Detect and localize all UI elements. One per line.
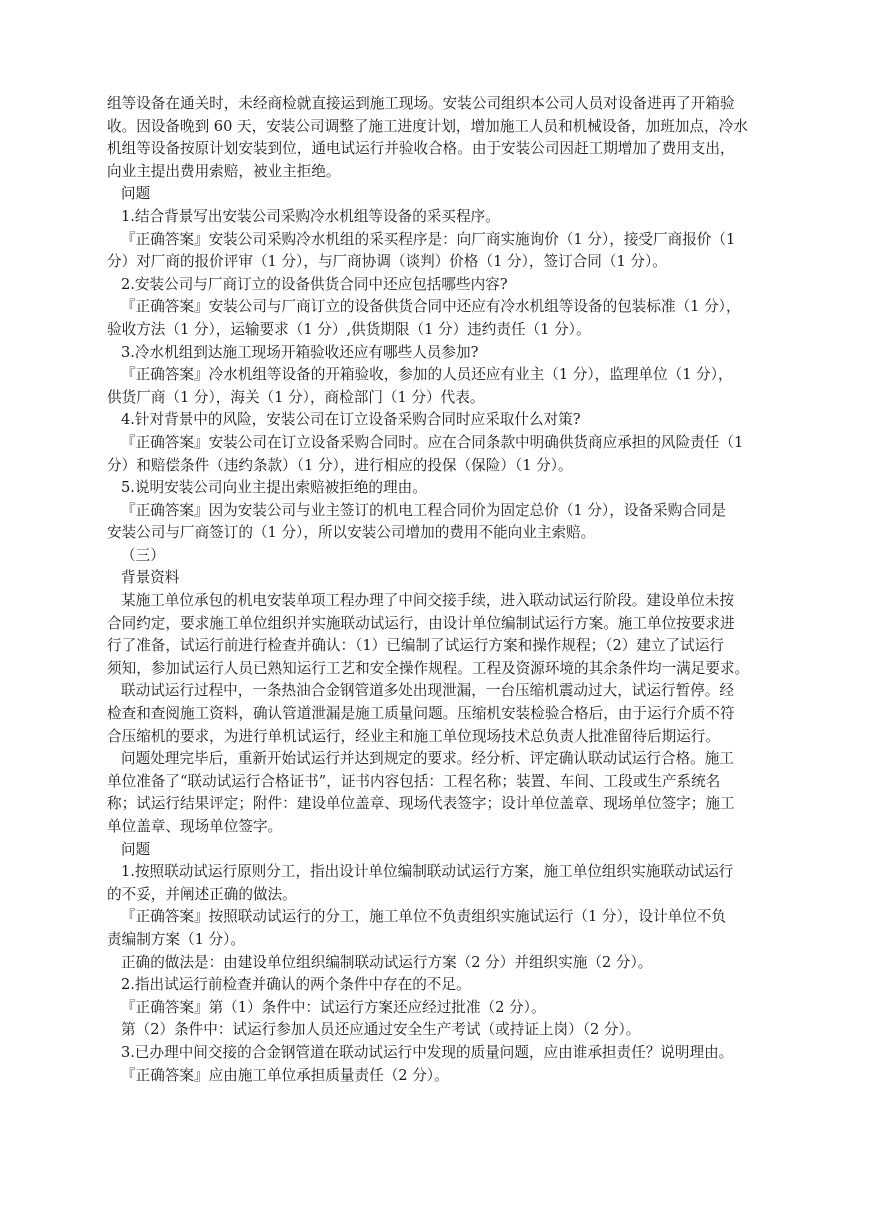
text-line: 问题处理完毕后，重新开始试运行并达到规定的要求。经分析、评定确认联动试运行合格。施工 (121, 750, 734, 768)
text-line: 单位准备了“联动试运行合格证书”，证书内容包括：工程名称；装置、车间、工段或生产系统名 (107, 772, 721, 790)
text-line: 2.指出试运行前检查并确认的两个条件中存在的不足。 (121, 976, 471, 994)
text-line: 责编制方案（1 分）。 (107, 930, 245, 948)
text-line: 问题 (121, 840, 151, 858)
text-line: 须知，参加试运行人员已熟知运行工艺和安全操作规程。工程及资源环境的其余条件均一满足要求。 (107, 659, 750, 677)
text-line: 安装公司与厂商签订的（1 分），所以安装公司增加的费用不能向业主索赔。 (107, 524, 596, 542)
text-line: 某施工单位承包的机电安装单项工程办理了中间交接手续，进入联动试运行阶段。建设单位未按 (121, 592, 734, 610)
text-line: 1.按照联动试运行原则分工，指出设计单位编制联动试运行方案，施工单位组织实施联动试运行 (121, 863, 734, 881)
text-line: 『正确答案』应由施工单位承担质量责任（2 分）。 (121, 1066, 449, 1084)
text-line: 『正确答案』冷水机组等设备的开箱验收，参加的人员还应有业主（1 分），监理单位（1 分）， (121, 366, 733, 384)
text-line: 联动试运行过程中，一条热油合金钢管道多处出现泄漏，一台压缩机震动过大，试运行暂停。经 (121, 682, 734, 700)
text-line: 2.安装公司与厂商订立的设备供货合同中还应包括哪些内容? (121, 275, 508, 293)
text-line: 分）对厂商的报价评审（1 分），与厂商协调（谈判）价格（1 分），签订合同（1 分）。 (107, 253, 667, 271)
text-line: 3.已办理中间交接的合金钢管道在联动试运行中发现的质量问题，应由谁承担责任？说明理由。 (121, 1043, 734, 1061)
text-line: 行了准备，试运行前进行检查并确认：（1）已编制了试运行方案和操作规程；（2）建立了试运行 (107, 637, 724, 655)
text-line: 分）和赔偿条件（违约条款）（1 分），进行相应的投保（保险）（1 分）。 (107, 456, 573, 474)
text-line: 机组等设备按原计划安装到位，通电试运行并验收合格。由于安装公司因赶工期增加了费用支出， (107, 140, 735, 158)
text-line: 组等设备在通关时，未经商检就直接运到施工现场。安装公司组织本公司人员对设备进再了开箱验 (107, 95, 735, 112)
text-line: 『正确答案』因为安装公司与业主签订的机电工程合同价为固定总价（1 分），设备采购合同是 (121, 501, 726, 519)
text-line: 验收方法（1 分），运输要求（1 分）,供货期限（1 分）违约责任（1 分）。 (107, 320, 591, 338)
text-line: 合压缩机的要求，为进行单机试运行，经业主和施工单位现场技术总负责人批准留待后期运行。 (107, 727, 720, 745)
text-line: 『正确答案』安装公司采购冷水机组的采买程序是：向厂商实施询价（1 分），接受厂商报价（1 (121, 230, 736, 248)
text-line: 收。因设备晚到 60 天，安装公司调整了施工进度计划，增加施工人员和机械设备，加班加点，冷水 (107, 117, 748, 135)
text-line: 1.结合背景写出安装公司采购冷水机组等设备的采买程序。 (121, 207, 500, 225)
text-line: 称；试运行结果评定；附件：建设单位盖章、现场代表签字；设计单位盖章、现场单位签字；施工 (107, 795, 735, 813)
text-line: 『正确答案』按照联动试运行的分工，施工单位不负责组织实施试运行（1 分），设计单位不负 (121, 908, 726, 926)
text-line: 背景资料 (121, 569, 180, 587)
text-line: 第（2）条件中：试运行参加人员还应通过安全生产考试（或持证上岗）（2 分）。 (121, 1021, 641, 1039)
text-line: （三） (121, 546, 165, 564)
text-line: 合同约定，要求施工单位组织并实施联动试运行，由设计单位编制试运行方案。施工单位按要求进 (107, 614, 735, 632)
text-line: 『正确答案』安装公司在订立设备采购合同时。应在合同条款中明确供货商应承担的风险责任（1 (121, 433, 744, 451)
text-line: 『正确答案』安装公司与厂商订立的设备供货合同中还应有冷水机组等设备的包装标准（1 分）， (121, 298, 741, 316)
text-line: 检查和查阅施工资料，确认管道泄漏是施工质量问题。压缩机安装检验合格后，由于运行介质不符 (107, 705, 735, 723)
text-line: 问题 (121, 185, 151, 203)
text-line: 向业主提出费用索赔，被业主拒绝。 (107, 162, 341, 180)
text-line: 3.冷水机组到达施工现场开箱验收还应有哪些人员参加? (121, 343, 479, 361)
text-line: 单位盖章、现场单位签字。 (107, 818, 283, 835)
text-line: 『正确答案』第（1）条件中：试运行方案还应经过批准（2 分）。 (121, 998, 546, 1016)
text-line: 4.针对背景中的风险，安装公司在订立设备采购合同时应采取什么对策? (121, 411, 581, 429)
text-line: 正确的做法是：由建设单位组织编制联动试运行方案（2 分）并组织实施（2 分）。 (121, 953, 653, 971)
text-line: 5.说明安装公司向业主提出索赔被拒绝的理由。 (121, 479, 427, 497)
text-line: 供货厂商（1 分），海关（1 分），商检部门（1 分）代表。 (107, 388, 485, 406)
text-line: 的不妥，并阐述正确的做法。 (107, 885, 297, 903)
